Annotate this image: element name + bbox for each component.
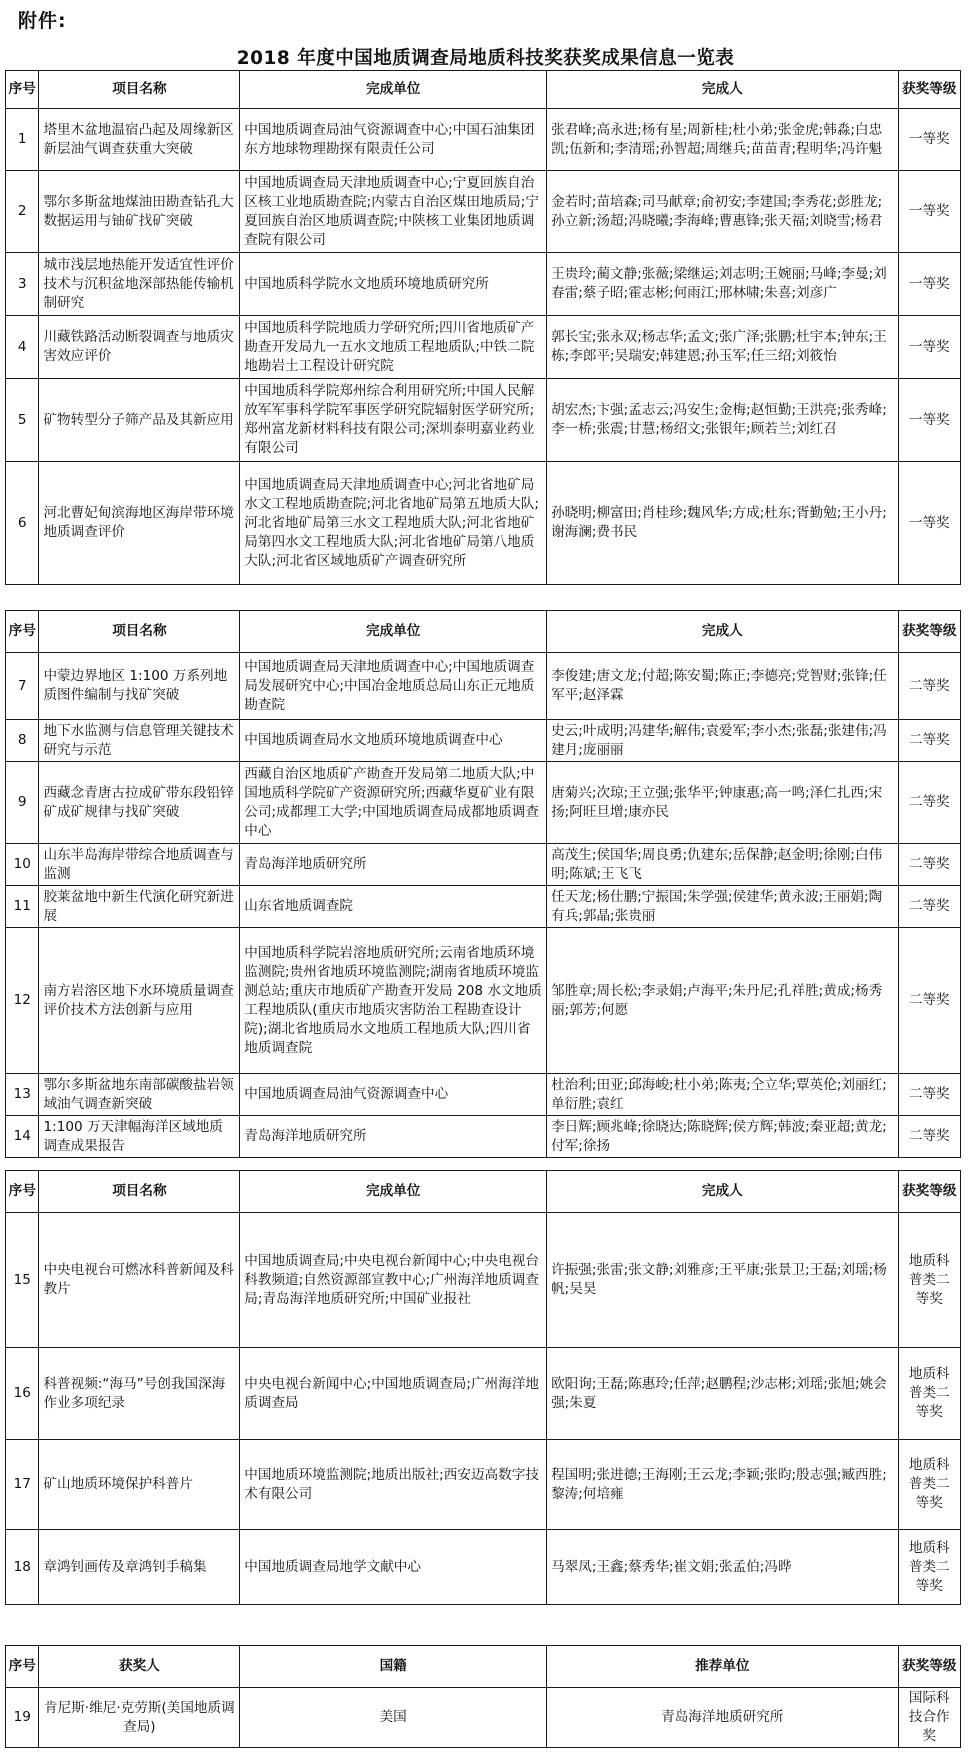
row-no: 7	[6, 653, 39, 720]
row-prize: 地质科普类二等奖	[898, 1530, 961, 1605]
row-people: 邹胜章;周长松;李录娟;卢海平;朱丹尼;孔祥胜;黄成;杨秀丽;郭芳;何愿	[547, 928, 898, 1074]
awards-table-international	[5, 1645, 961, 1748]
row-prize: 二等奖	[898, 653, 961, 720]
col-header-no: 序号	[6, 611, 39, 653]
col-header-no: 序号	[6, 71, 39, 109]
row-prize: 地质科普类二等奖	[898, 1213, 961, 1348]
row-prize: 一等奖	[898, 316, 961, 379]
row-project: 山东半岛海岸带综合地质调查与监测	[39, 844, 240, 886]
row-project: 地下水监测与信息管理关键技术研究与示范	[39, 720, 240, 762]
row-no: 16	[6, 1348, 39, 1440]
row-project: 矿物转型分子筛产品及其新应用	[39, 379, 240, 462]
row-project: 川藏铁路活动断裂调查与地质灾害效应评价	[39, 316, 240, 379]
row-project: 西藏念青唐古拉成矿带东段铅锌矿成矿规律与找矿突破	[39, 762, 240, 844]
row-prize: 二等奖	[898, 928, 961, 1074]
row-prize: 二等奖	[898, 1116, 961, 1158]
row-unit: 中国地质调查局天津地质调查中心;宁夏回族自治区核工业地质勘查院;内蒙古自治区煤田地质局;宁夏回族自治区地质调查院;中陕核工业集团地质调查院有限公司	[240, 171, 547, 253]
row-no: 12	[6, 928, 39, 1074]
table-header-row	[6, 1646, 961, 1688]
attachment-label: 附件:	[18, 10, 67, 32]
table-row	[6, 171, 961, 253]
row-unit: 中国地质科学院岩溶地质研究所;云南省地质环境监测院;贵州省地质环境监测院;湖南省地质环境监测总站;重庆市地质矿产勘查开发局 208 水文地质工程地质队(重庆市地质灾害防治工程勘查设计院);湖北省地质局水文地质工程地质大队;四川省地质调查院	[240, 928, 547, 1074]
col-header-people: 完成人	[547, 611, 898, 653]
col-header-project: 项目名称	[39, 71, 240, 109]
row-no: 1	[6, 109, 39, 171]
row-unit: 中国地质科学院地质力学研究所;四川省地质矿产勘查开发局九一五水文地质工程地质队;中铁二院地勘岩土工程设计研究院	[240, 316, 547, 379]
col-header-people: 完成人	[547, 1171, 898, 1213]
col-header-prize: 获奖等级	[898, 1171, 961, 1213]
row-prize: 地质科普类二等奖	[898, 1348, 961, 1440]
row-unit: 中国地质调查局天津地质调查中心;河北省地矿局水文工程地质勘查院;河北省地矿局第五地质大队;河北省地矿局第三水文工程地质大队;河北省地矿局第四水文工程地质大队;河北省地矿局第八地质大队;河北省区域地质矿产调查研究所	[240, 462, 547, 585]
row-no: 17	[6, 1440, 39, 1530]
awards-table-first-prize	[5, 70, 961, 585]
row-prize: 地质科普类二等奖	[898, 1440, 961, 1530]
col-header-unit: 完成单位	[240, 1171, 547, 1213]
awards-table-science-popularization	[5, 1170, 961, 1605]
table-row	[6, 109, 961, 171]
awards-table-second-prize	[5, 610, 961, 1158]
row-prize: 一等奖	[898, 171, 961, 253]
table-header-row	[6, 71, 961, 109]
table-row	[6, 462, 961, 585]
col-header-people: 完成人	[547, 71, 898, 109]
row-people: 高茂生;侯国华;周良勇;仇建东;岳保静;赵金明;徐刚;白伟明;陈斌;王飞飞	[547, 844, 898, 886]
row-prize: 一等奖	[898, 253, 961, 316]
table-row	[6, 1116, 961, 1158]
row-no: 6	[6, 462, 39, 585]
row-project: 鄂尔多斯盆地煤油田勘查钻孔大数据运用与铀矿找矿突破	[39, 171, 240, 253]
row-project: 胶莱盆地中新生代演化研究新进展	[39, 886, 240, 928]
table-row	[6, 653, 961, 720]
row-project: 河北曹妃甸滨海地区海岸带环境地质调查评价	[39, 462, 240, 585]
row-no: 9	[6, 762, 39, 844]
row-project: 城市浅层地热能开发适宜性评价技术与沉积盆地深部热能传输机制研究	[39, 253, 240, 316]
table-row	[6, 379, 961, 462]
row-people: 胡宏杰;卞强;孟志云;冯安生;金梅;赵恒勤;王洪亮;张秀峰;李一桥;张震;甘慧;杨绍文;张银年;顾若兰;刘红召	[547, 379, 898, 462]
row-unit: 中央电视台新闻中心;中国地质调查局;广州海洋地质调查局	[240, 1348, 547, 1440]
table-row	[6, 720, 961, 762]
row-unit: 中国地质科学院郑州综合利用研究所;中国人民解放军军事科学院军事医学研究院辐射医学研究所;郑州富龙新材料科技有限公司;深圳泰明嘉业药业有限公司	[240, 379, 547, 462]
row-nationality: 美国	[240, 1688, 547, 1748]
col-header-winner: 获奖人	[39, 1646, 240, 1688]
table-row	[6, 1440, 961, 1530]
table-row	[6, 253, 961, 316]
col-header-nationality: 国籍	[240, 1646, 547, 1688]
col-header-project: 项目名称	[39, 1171, 240, 1213]
row-unit: 中国地质调查局天津地质调查中心;中国地质调查局发展研究中心;中国冶金地质总局山东正元地质勘查院	[240, 653, 547, 720]
row-people: 李日辉;顾兆峰;徐晓达;陈晓辉;侯方辉;韩波;秦亚超;黄龙;付军;徐扬	[547, 1116, 898, 1158]
row-no: 14	[6, 1116, 39, 1158]
row-people: 程国明;张进德;王海刚;王云龙;李颖;张昀;殷志强;臧西胜;黎涛;何培雍	[547, 1440, 898, 1530]
table-row	[6, 762, 961, 844]
row-unit: 中国地质调查局;中央电视台新闻中心;中央电视台科教频道;自然资源部宣教中心;广州海洋地质调查局;青岛海洋地质研究所;中国矿业报社	[240, 1213, 547, 1348]
row-no: 11	[6, 886, 39, 928]
table-row	[6, 1348, 961, 1440]
table-row	[6, 1074, 961, 1116]
row-prize: 二等奖	[898, 844, 961, 886]
row-winner: 肯尼斯·维尼·克劳斯(美国地质调查局)	[39, 1688, 240, 1748]
col-header-prize: 获奖等级	[898, 1646, 961, 1688]
row-project: 1:100 万天津幅海洋区域地质调查成果报告	[39, 1116, 240, 1158]
row-prize: 二等奖	[898, 886, 961, 928]
row-people: 欧阳询;王磊;陈惠玲;任萍;赵鹏程;沙志彬;刘瑶;张旭;姚会强;朱夏	[547, 1348, 898, 1440]
row-prize: 一等奖	[898, 379, 961, 462]
table-row	[6, 1530, 961, 1605]
row-project: 章鸿钊画传及章鸿钊手稿集	[39, 1530, 240, 1605]
col-header-prize: 获奖等级	[898, 71, 961, 109]
row-prize: 一等奖	[898, 109, 961, 171]
row-unit: 中国地质调查局油气资源调查中心	[240, 1074, 547, 1116]
row-project: 南方岩溶区地下水环境质量调查评价技术方法创新与应用	[39, 928, 240, 1074]
row-people: 李俊建;唐文龙;付超;陈安蜀;陈正;李德亮;党智财;张锋;任军平;赵泽霖	[547, 653, 898, 720]
row-unit: 西藏自治区地质矿产勘查开发局第二地质大队;中国地质科学院矿产资源研究所;西藏华夏矿业有限公司;成都理工大学;中国地质调查局成都地质调查中心	[240, 762, 547, 844]
row-people: 张君峰;高永进;杨有星;周新桂;杜小弟;张金虎;韩淼;白忠凯;伍新和;李清瑶;孙智超;周继兵;苗苗青;程明华;冯许魁	[547, 109, 898, 171]
row-no: 13	[6, 1074, 39, 1116]
row-unit: 青岛海洋地质研究所	[240, 1116, 547, 1158]
row-project: 中央电视台可燃冰科普新闻及科教片	[39, 1213, 240, 1348]
col-header-unit: 完成单位	[240, 71, 547, 109]
row-project: 矿山地质环境保护科普片	[39, 1440, 240, 1530]
row-unit: 中国地质调查局油气资源调查中心;中国石油集团东方地球物理勘探有限责任公司	[240, 109, 547, 171]
col-header-recommender: 推荐单位	[547, 1646, 898, 1688]
row-people: 唐菊兴;次琼;王立强;张华平;钟康惠;高一鸣;泽仁扎西;宋扬;阿旺旦增;康亦民	[547, 762, 898, 844]
row-no: 19	[6, 1688, 39, 1748]
col-header-no: 序号	[6, 1171, 39, 1213]
table-row	[6, 316, 961, 379]
row-no: 4	[6, 316, 39, 379]
row-unit: 中国地质科学院水文地质环境地质研究所	[240, 253, 547, 316]
row-no: 15	[6, 1213, 39, 1348]
row-unit: 中国地质调查局水文地质环境地质调查中心	[240, 720, 547, 762]
row-people: 史云;叶成明;冯建华;解伟;袁爱军;李小杰;张磊;张建伟;冯建月;庞丽丽	[547, 720, 898, 762]
col-header-prize: 获奖等级	[898, 611, 961, 653]
table-row	[6, 844, 961, 886]
row-unit: 青岛海洋地质研究所	[240, 844, 547, 886]
table-row	[6, 1688, 961, 1748]
row-people: 王贵玲;蔺文静;张薇;梁继运;刘志明;王婉丽;马峰;李曼;刘春雷;蔡子昭;霍志彬;何雨江;邢林啸;朱喜;刘彦广	[547, 253, 898, 316]
row-project: 中蒙边界地区 1:100 万系列地质图件编制与找矿突破	[39, 653, 240, 720]
table-row	[6, 928, 961, 1074]
row-prize: 国际科技合作奖	[898, 1688, 961, 1748]
page-title: 2018 年度中国地质调查局地质科技奖获奖成果信息一览表	[236, 48, 735, 69]
row-people: 金若时;苗培森;司马献章;俞初安;李建国;李秀花;彭胜龙;孙立新;汤超;冯晓曦;李海峰;曹惠锋;张天福;刘晓雪;杨君	[547, 171, 898, 253]
table-row	[6, 1213, 961, 1348]
row-people: 马翠凤;王鑫;蔡秀华;崔文娟;张孟伯;冯晔	[547, 1530, 898, 1605]
row-people: 郭长宝;张永双;杨志华;孟文;张广泽;张鹏;杜宇本;钟东;王栋;李郎平;吴瑞安;韩建恩;孙玉军;任三绍;刘筱怡	[547, 316, 898, 379]
row-people: 杜治利;田亚;邱海峻;杜小弟;陈夷;仝立华;覃英伦;刘丽红;单衍胜;袁红	[547, 1074, 898, 1116]
row-prize: 一等奖	[898, 462, 961, 585]
row-unit: 中国地质调查局地学文献中心	[240, 1530, 547, 1605]
row-unit: 山东省地质调查院	[240, 886, 547, 928]
table-header-row	[6, 1171, 961, 1213]
row-project: 科普视频:“海马”号创我国深海作业多项纪录	[39, 1348, 240, 1440]
row-no: 5	[6, 379, 39, 462]
row-unit: 中国地质环境监测院;地质出版社;西安迈高数字技术有限公司	[240, 1440, 547, 1530]
row-people: 许振强;张雷;张文静;刘雅彦;王平康;张景卫;王磊;刘瑶;杨帆;吴昊	[547, 1213, 898, 1348]
row-no: 18	[6, 1530, 39, 1605]
row-recommender: 青岛海洋地质研究所	[547, 1688, 898, 1748]
row-prize: 二等奖	[898, 1074, 961, 1116]
row-no: 2	[6, 171, 39, 253]
row-people: 任天龙;杨仕鹏;宁振国;朱学强;侯建华;黄永波;王丽娟;陶有兵;郭晶;张贵丽	[547, 886, 898, 928]
table-row	[6, 886, 961, 928]
row-prize: 二等奖	[898, 762, 961, 844]
row-project: 鄂尔多斯盆地东南部碳酸盐岩领域油气调查新突破	[39, 1074, 240, 1116]
row-no: 3	[6, 253, 39, 316]
row-project: 塔里木盆地温宿凸起及周缘新区新层油气调查获重大突破	[39, 109, 240, 171]
row-no: 10	[6, 844, 39, 886]
row-no: 8	[6, 720, 39, 762]
col-header-unit: 完成单位	[240, 611, 547, 653]
table-header-row	[6, 611, 961, 653]
row-prize: 二等奖	[898, 720, 961, 762]
col-header-project: 项目名称	[39, 611, 240, 653]
row-people: 孙晓明;柳富田;肖桂珍;魏风华;方成;杜东;胥勤勉;王小丹;谢海澜;费书民	[547, 462, 898, 585]
col-header-no: 序号	[6, 1646, 39, 1688]
